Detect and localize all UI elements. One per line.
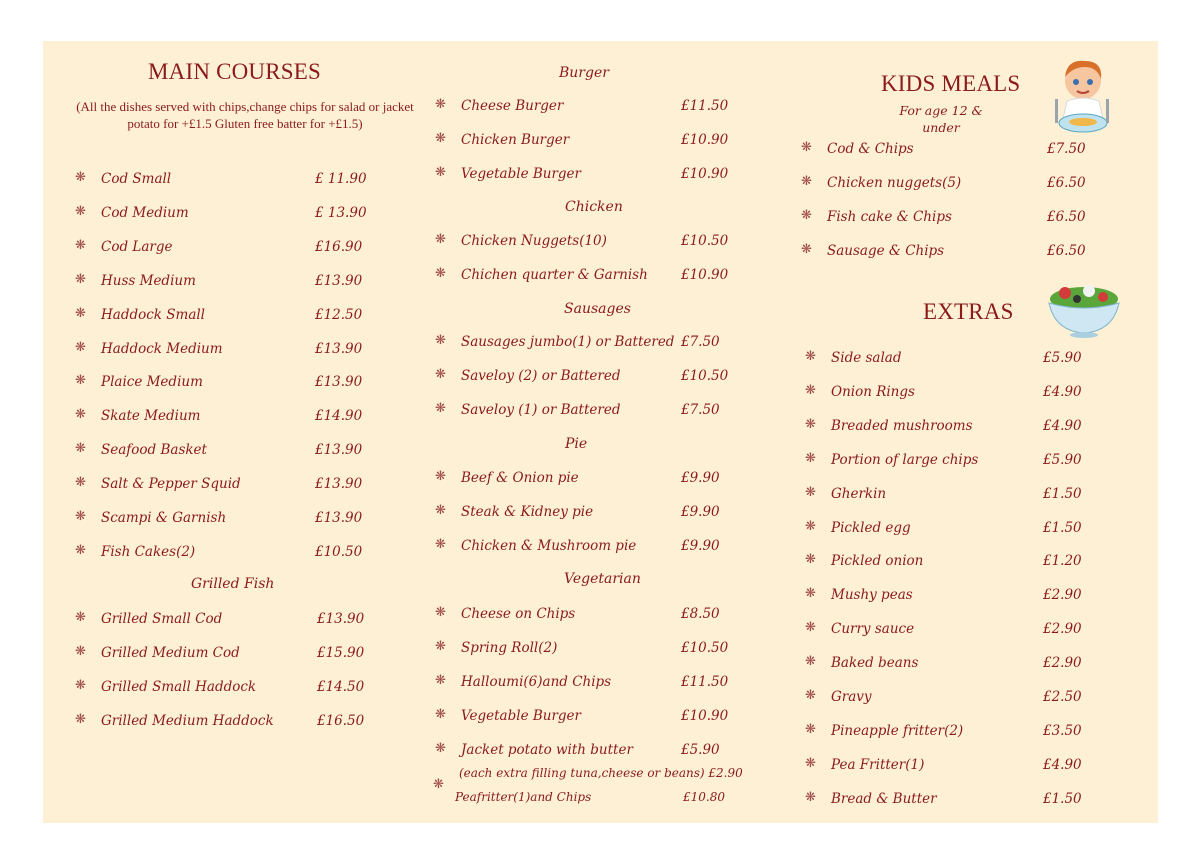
extra-name: Pineapple fritter(2): [831, 722, 964, 739]
main-course-name: Scampi & Garnish: [101, 510, 227, 526]
main-course-row: [75, 442, 375, 462]
main-course-name: Huss Medium: [101, 272, 196, 289]
burger-name: Cheese Burger: [461, 98, 564, 114]
sausages-price: £7.50: [681, 334, 720, 350]
grilled-fish-price: £13.90: [317, 611, 365, 627]
main-course-price: £ 11.90: [315, 171, 367, 187]
main-course-row: [75, 408, 375, 428]
extra-name: Portion of large chips: [831, 451, 979, 468]
extra-row: [805, 621, 1103, 641]
extra-price: £4.90: [1043, 383, 1082, 400]
menu-sheet: [43, 41, 1158, 823]
bullet-icon: ❋: [805, 789, 816, 805]
extra-price: £1.50: [1043, 790, 1082, 807]
extra-price: £5.90: [1043, 451, 1082, 468]
burger-row: [435, 166, 741, 186]
bullet-icon: ❋: [435, 266, 446, 281]
bullet-icon: ❋: [435, 401, 446, 416]
main-course-row: [75, 273, 375, 293]
main-course-name: Haddock Small: [101, 306, 205, 323]
bullet-icon: ❋: [801, 140, 812, 155]
kids-meals-title: KIDS MEALS: [881, 71, 1021, 96]
bullet-icon: ❋: [75, 509, 86, 524]
pie-name: Steak & Kidney pie: [461, 504, 594, 520]
bullet-icon: ❋: [433, 777, 444, 792]
grilled-fish-row: [75, 713, 377, 733]
extra-row: [805, 520, 1103, 540]
extra-name: Pickled egg: [831, 519, 911, 536]
bullet-icon: ❋: [435, 707, 446, 722]
main-course-name: Seafood Basket: [101, 442, 207, 459]
jacket-extra-note: (each extra filling tuna,cheese or beans) £2.90: [459, 766, 743, 780]
grilled-fish-name: Grilled Small Cod: [101, 611, 223, 627]
extra-row: [805, 791, 1103, 811]
vegetarian-price: £10.90: [681, 708, 729, 724]
bullet-icon: ❋: [805, 484, 816, 500]
chicken-name: Chicken Nuggets(10): [461, 233, 607, 249]
extra-name: Bread & Butter: [831, 790, 937, 807]
bullet-icon: ❋: [805, 382, 816, 398]
vegetarian-name: Vegetable Burger: [461, 708, 581, 724]
extra-price: £1.50: [1043, 519, 1082, 536]
main-course-price: £13.90: [315, 442, 363, 459]
kids-meal-name: Chicken nuggets(5): [827, 175, 962, 191]
sausages-row: [435, 334, 741, 354]
vegetarian-name: Spring Roll(2): [461, 640, 558, 656]
kids-meal-price: £6.50: [1047, 243, 1086, 259]
extra-name: Gravy: [831, 689, 872, 705]
main-course-price: £16.90: [315, 238, 363, 255]
sausages-price: £7.50: [681, 402, 720, 418]
main-course-price: £13.90: [315, 340, 363, 357]
kids-meal-row: [801, 175, 1107, 195]
bullet-icon: ❋: [435, 232, 446, 247]
burger-row: [435, 132, 741, 152]
salad-bowl-icon: [1045, 279, 1123, 339]
extra-price: £2.90: [1043, 587, 1082, 604]
kids-meal-row: [801, 209, 1107, 229]
bullet-icon: ❋: [435, 165, 446, 180]
grilled-fish-row: [75, 611, 377, 631]
bullet-icon: ❋: [805, 586, 816, 602]
bullet-icon: ❋: [75, 643, 86, 659]
pie-title: Pie: [565, 436, 588, 452]
kids-meal-price: £6.50: [1047, 209, 1086, 225]
main-course-price: £13.90: [315, 510, 363, 526]
chicken-price: £10.50: [681, 233, 729, 249]
bullet-icon: ❋: [801, 208, 812, 223]
main-course-name: Plaice Medium: [101, 374, 203, 391]
main-course-row: [75, 510, 375, 530]
burger-price: £10.90: [681, 166, 729, 182]
kids-meal-row: [801, 243, 1107, 263]
bullet-icon: ❋: [805, 688, 816, 703]
main-course-price: £13.90: [315, 272, 363, 289]
sausages-row: [435, 368, 741, 388]
grilled-fish-row: [75, 679, 377, 699]
pie-price: £9.90: [681, 538, 720, 554]
extra-price: £2.90: [1043, 621, 1082, 638]
main-course-row: [75, 239, 375, 259]
vegetarian-name: Jacket potato with butter: [461, 742, 633, 758]
pie-row: [435, 504, 741, 524]
kids-meals-subtitle: For age 12 & under: [899, 103, 983, 135]
extra-row: [805, 655, 1103, 675]
bullet-icon: ❋: [801, 174, 812, 189]
sausages-price: £10.50: [681, 368, 729, 384]
bullet-icon: ❋: [435, 97, 446, 112]
vegetarian-price: £11.50: [681, 674, 729, 690]
extra-name: Side salad: [831, 350, 902, 366]
bullet-icon: ❋: [435, 469, 446, 484]
main-course-name: Cod Large: [101, 238, 173, 255]
extra-name: Pea Fritter(1): [831, 756, 925, 773]
kids-meal-price: £7.50: [1047, 141, 1086, 157]
kids-meal-name: Fish cake & Chips: [827, 209, 952, 225]
pie-name: Chicken & Mushroom pie: [461, 538, 637, 554]
burger-name: Vegetable Burger: [461, 166, 581, 182]
extra-name: Curry sauce: [831, 621, 915, 638]
extra-row: [805, 587, 1103, 607]
bullet-icon: ❋: [801, 242, 812, 257]
main-courses-note: (All the dishes served with chips,change chips for salad or jacket potato for +£1.5 Gluten free batter for +£1.5): [76, 99, 414, 131]
vegetarian-price: £8.50: [681, 606, 720, 622]
peafritter-name: Peafritter(1)and Chips: [455, 790, 592, 804]
grilled-fish-row: [75, 645, 377, 665]
burger-name: Chicken Burger: [461, 132, 570, 148]
main-course-row: [75, 476, 375, 496]
main-course-price: £13.90: [315, 374, 363, 391]
bullet-icon: ❋: [75, 407, 86, 423]
vegetarian-row: [435, 606, 741, 626]
extra-name: Baked beans: [831, 655, 919, 672]
main-course-row: [75, 205, 375, 225]
sausages-name: Saveloy (2) or Battered: [461, 368, 621, 384]
bullet-icon: ❋: [805, 552, 816, 568]
extra-row: [805, 350, 1103, 370]
sausages-name: Sausages jumbo(1) or Battered: [461, 334, 675, 350]
jacket-extra-row: [433, 766, 753, 810]
child-eating-icon: [1053, 55, 1111, 135]
bullet-icon: ❋: [435, 333, 446, 348]
bullet-icon: ❋: [75, 542, 86, 558]
vegetarian-price: £5.90: [681, 742, 720, 758]
extra-row: [805, 384, 1103, 404]
main-course-price: £13.90: [315, 476, 363, 493]
kids-meal-name: Cod & Chips: [827, 141, 914, 157]
bullet-icon: ❋: [805, 416, 816, 432]
burger-row: [435, 98, 741, 118]
main-course-name: Cod Small: [101, 171, 172, 187]
grilled-fish-price: £16.50: [317, 712, 365, 729]
grilled-fish-name: Grilled Small Haddock: [101, 678, 257, 695]
bullet-icon: ❋: [75, 271, 86, 287]
extra-name: Pickled onion: [831, 553, 924, 570]
extra-price: £2.50: [1043, 689, 1082, 705]
extra-row: [805, 757, 1103, 777]
extra-row: [805, 418, 1103, 438]
main-course-name: Fish Cakes(2): [101, 543, 196, 560]
bullet-icon: ❋: [435, 367, 446, 382]
main-course-row: [75, 171, 375, 191]
sausages-row: [435, 402, 741, 422]
kids-meal-price: £6.50: [1047, 175, 1086, 191]
bullet-icon: ❋: [805, 518, 816, 534]
extra-name: Mushy peas: [831, 587, 913, 604]
vegetarian-price: £10.50: [681, 640, 729, 656]
bullet-icon: ❋: [75, 203, 86, 219]
vegetarian-row: [435, 674, 741, 694]
bullet-icon: ❋: [435, 503, 446, 518]
kids-meal-row: [801, 141, 1107, 161]
bullet-icon: ❋: [435, 537, 446, 552]
main-course-row: [75, 544, 375, 564]
grilled-fish-price: £14.50: [317, 678, 365, 695]
bullet-icon: ❋: [435, 131, 446, 146]
extra-price: £3.50: [1043, 722, 1082, 739]
extra-row: [805, 553, 1103, 573]
burger-title: Burger: [559, 65, 609, 81]
bullet-icon: ❋: [75, 373, 86, 389]
bullet-icon: ❋: [75, 237, 86, 253]
bullet-icon: ❋: [805, 450, 816, 466]
bullet-icon: ❋: [805, 755, 816, 771]
bullet-icon: ❋: [805, 349, 816, 364]
sausages-name: Saveloy (1) or Battered: [461, 402, 621, 418]
chicken-row: [435, 233, 741, 253]
main-course-name: Cod Medium: [101, 204, 189, 221]
main-course-name: Skate Medium: [101, 408, 201, 425]
extra-name: Gherkin: [831, 485, 887, 502]
extra-row: [805, 723, 1103, 743]
extra-name: Breaded mushrooms: [831, 417, 973, 434]
pie-row: [435, 538, 741, 558]
main-course-row: [75, 341, 375, 361]
main-course-price: £ 13.90: [315, 204, 367, 221]
vegetarian-name: Cheese on Chips: [461, 606, 576, 622]
chicken-name: Chichen quarter & Garnish: [461, 267, 648, 283]
extra-price: £2.90: [1043, 655, 1082, 672]
pie-price: £9.90: [681, 504, 720, 520]
vegetarian-row: [435, 708, 741, 728]
bullet-icon: ❋: [435, 605, 446, 620]
extra-row: [805, 486, 1103, 506]
bullet-icon: ❋: [75, 441, 86, 457]
vegetarian-title: Vegetarian: [564, 571, 641, 587]
bullet-icon: ❋: [75, 170, 86, 185]
pie-price: £9.90: [681, 470, 720, 486]
grilled-fish-name: Grilled Medium Cod: [101, 644, 240, 661]
extra-price: £1.50: [1043, 485, 1082, 502]
extra-name: Onion Rings: [831, 383, 915, 400]
main-course-name: Haddock Medium: [101, 340, 223, 357]
kids-meal-name: Sausage & Chips: [827, 243, 945, 259]
peafritter-price: £10.80: [683, 790, 725, 804]
bullet-icon: ❋: [75, 475, 86, 491]
main-course-row: [75, 307, 375, 327]
bullet-icon: ❋: [75, 610, 86, 625]
main-courses-title: MAIN COURSES: [148, 59, 322, 84]
pie-name: Beef & Onion pie: [461, 470, 579, 486]
chicken-row: [435, 267, 741, 287]
vegetarian-name: Halloumi(6)and Chips: [461, 674, 612, 690]
bullet-icon: ❋: [435, 741, 446, 756]
bullet-icon: ❋: [75, 677, 86, 693]
bullet-icon: ❋: [435, 673, 446, 688]
chicken-title: Chicken: [565, 199, 623, 215]
bullet-icon: ❋: [75, 305, 86, 321]
extra-price: £4.90: [1043, 417, 1082, 434]
extra-price: £1.20: [1043, 553, 1082, 570]
extra-row: [805, 452, 1103, 472]
main-course-row: [75, 374, 375, 394]
main-course-price: £14.90: [315, 408, 363, 425]
bullet-icon: ❋: [435, 639, 446, 654]
vegetarian-row: [435, 742, 741, 762]
vegetarian-row: [435, 640, 741, 660]
sausages-title: Sausages: [564, 301, 631, 317]
chicken-price: £10.90: [681, 267, 729, 283]
grilled-fish-title: Grilled Fish: [191, 576, 275, 592]
main-course-price: £12.50: [315, 306, 363, 323]
bullet-icon: ❋: [75, 711, 86, 727]
grilled-fish-price: £15.90: [317, 644, 365, 661]
bullet-icon: ❋: [75, 339, 86, 355]
extra-row: [805, 689, 1103, 709]
main-course-name: Salt & Pepper Squid: [101, 476, 241, 493]
grilled-fish-name: Grilled Medium Haddock: [101, 712, 274, 729]
extra-price: £5.90: [1043, 350, 1082, 366]
bullet-icon: ❋: [805, 654, 816, 670]
main-course-price: £10.50: [315, 543, 363, 560]
burger-price: £11.50: [681, 98, 729, 114]
burger-price: £10.90: [681, 132, 729, 148]
bullet-icon: ❋: [805, 721, 816, 737]
extras-title: EXTRAS: [923, 299, 1014, 324]
extra-price: £4.90: [1043, 756, 1082, 773]
pie-row: [435, 470, 741, 490]
bullet-icon: ❋: [805, 620, 816, 636]
